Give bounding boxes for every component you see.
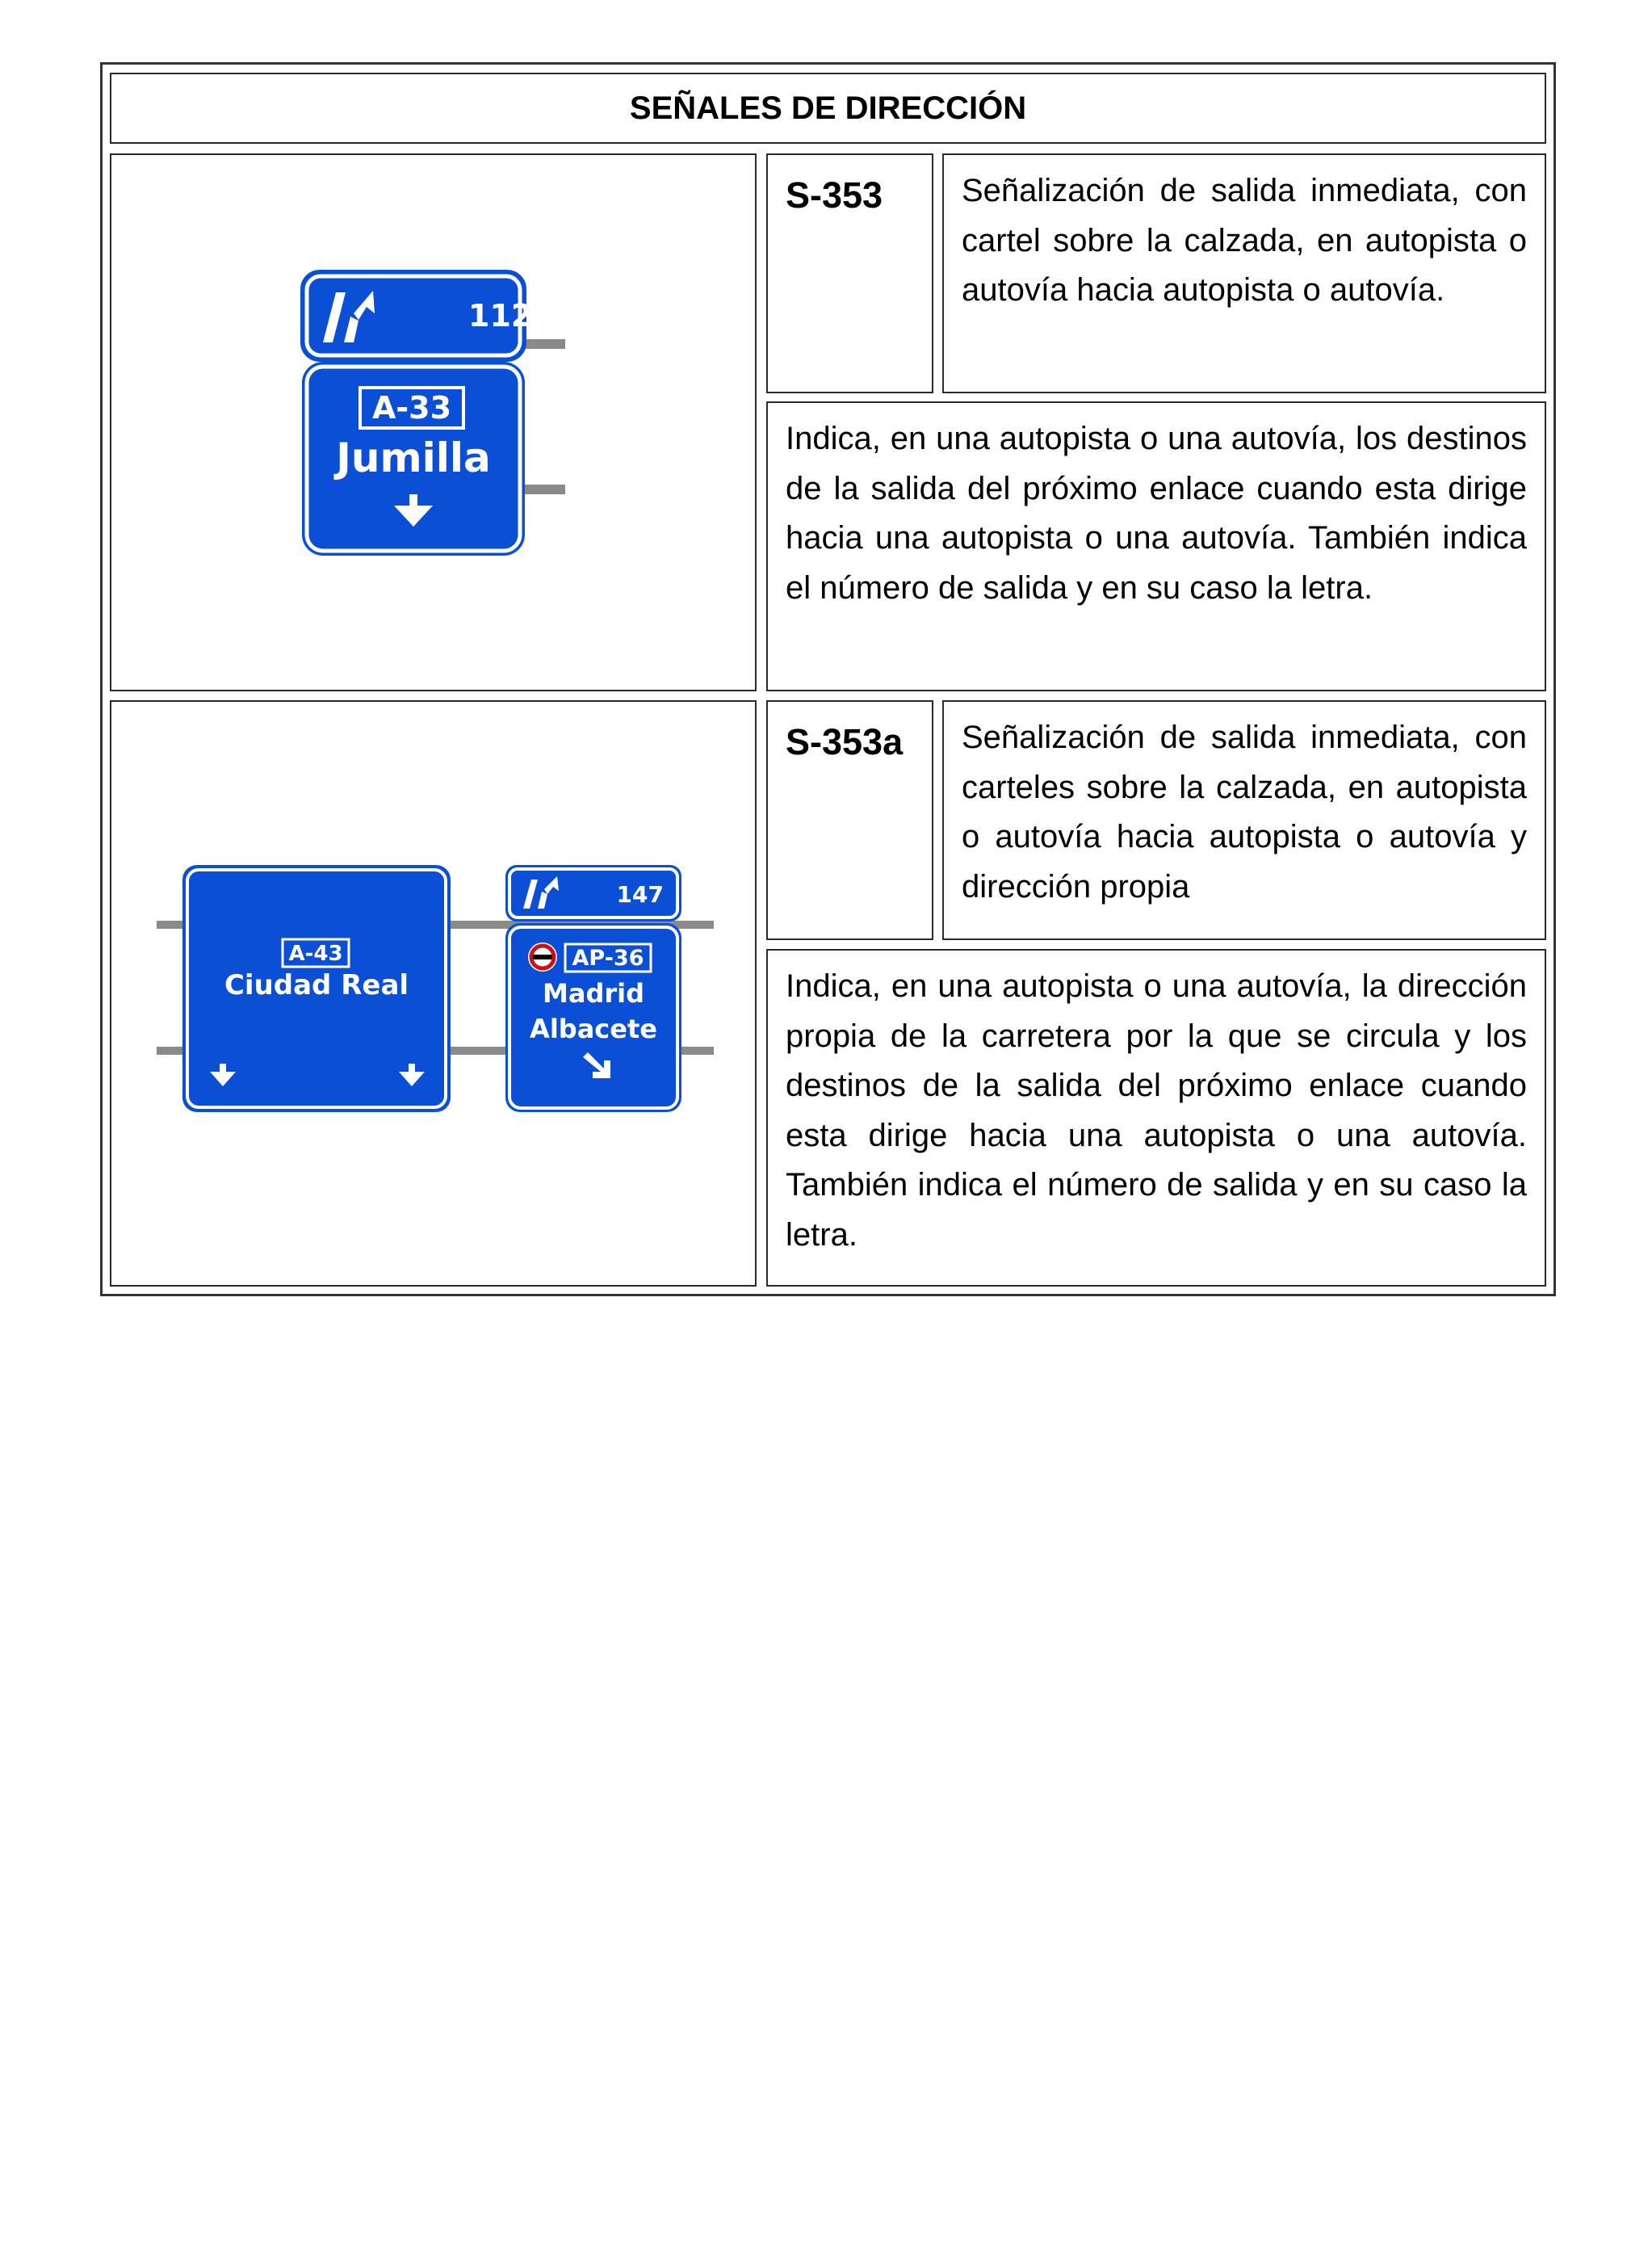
toll-icon [528, 943, 557, 972]
gantry-support [525, 485, 565, 494]
sign-image-cell-s353a [110, 700, 757, 1287]
short-description: Señalización de salida inmediata, con carteles sobre la calzada, en autopista o autovía hacia autopista o autovía y dirección propia [962, 720, 1527, 905]
short-description-cell [942, 700, 1546, 940]
sign-code-s353a [766, 700, 933, 940]
road-number: A-43 [288, 942, 343, 966]
sign-code-s353 [766, 153, 933, 393]
destination-1: Madrid [543, 978, 644, 1009]
gantry-support [525, 339, 565, 349]
sign-left [182, 865, 451, 1112]
sign-s353a-illustration [111, 702, 754, 1284]
short-description: Señalización de salida inmediata, con cartel sobre la calzada, en autopista o autovía hacia autopista o autovía. [962, 173, 1527, 308]
long-description-cell [766, 401, 1546, 691]
destination: Ciudad Real [224, 969, 409, 1001]
destination: Jumilla [336, 435, 491, 481]
sign-right-main-panel [505, 923, 681, 1112]
sign-code: S-353a [786, 721, 904, 762]
road-number: A-33 [371, 390, 452, 426]
long-description: Indica, en una autopista o una autovía, los destinos de la salida del próximo enlace cuando esta dirige hacia una autopista o una autovía. También indica el número de salida y en su caso la letra. [786, 421, 1527, 606]
destination-2: Albacete [530, 1014, 657, 1044]
long-description: Indica, en una autopista o una autovía, la dirección propia de la carretera por la que se circula y los destinos de la salida del próximo enlace cuando esta dirige hacia una autopista o una autovía. También indica el número de salida y en su caso la letra. [786, 968, 1527, 1253]
long-description-cell [766, 949, 1546, 1287]
sign-code: S-353 [786, 174, 883, 216]
sign-s353-illustration [111, 155, 754, 689]
road-number: AP-36 [572, 946, 644, 971]
sign-image-cell-s353 [110, 153, 757, 691]
sign-right-exit-panel [505, 865, 681, 922]
page-title: SEÑALES DE DIRECCIÓN [110, 73, 1546, 144]
exit-number: 147 [616, 881, 664, 908]
exit-number: 112 [468, 298, 533, 334]
short-description-cell [942, 153, 1546, 393]
